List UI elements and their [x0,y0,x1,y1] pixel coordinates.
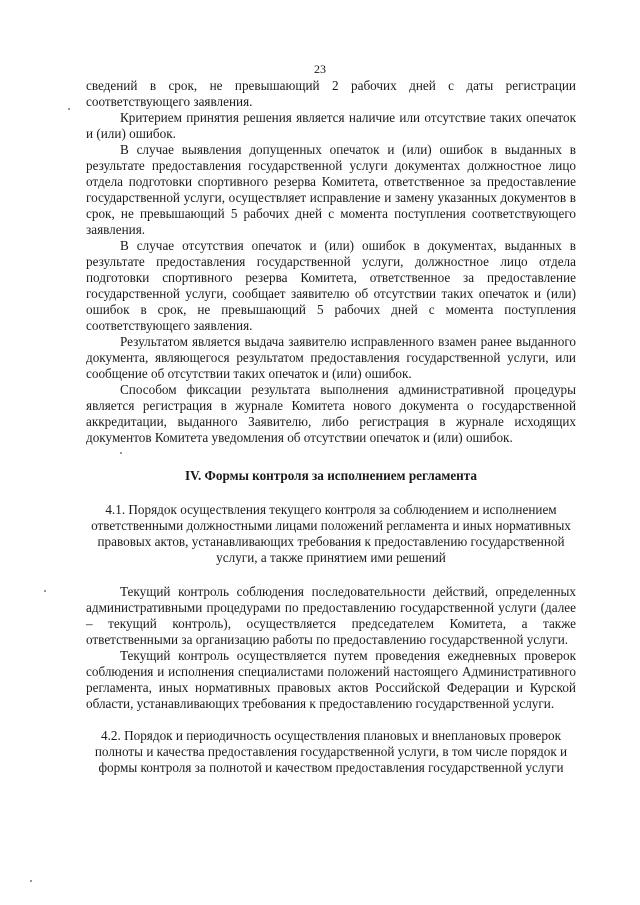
scan-speck [44,590,46,592]
paragraph: Результатом является выдача заявителю исправленного взамен ранее выданного документа, являющегося результатом предоставления государственной услуги, или сообщение об отсутствии таких опечаток и (или) ошибок. [86,334,576,381]
paragraph: В случае выявления допущенных опечаток и (или) ошибок в выданных в результате предоставления государственной услуги документах должностное лицо отдела подготовки спортивного резерва Комитета, ответственное за предоставление государственной услуги, осуществляет исправление и замену указанных документов в срок, не превышающий 5 рабочих дней с момента поступления соответствующего заявления. [86,142,576,237]
scan-speck [30,880,32,882]
section-title: IV. Формы контроля за исполнением регламента [184,468,478,483]
paragraph: сведений в срок, не превышающий 2 рабочих дней с даты регистрации соответствующего заявления. [86,78,576,109]
paragraph: Текущий контроль осуществляется путем проведения ежедневных проверок соблюдения и исполнения специалистами положений настоящего Административного регламента, иных нормативных правовых актов Российской Федерации и Курской области, устанавливающих требования к предоставлению государственной услуги. [86,648,576,711]
scan-speck [68,108,70,110]
subsection-heading-4-2: 4.2. Порядок и периодичность осуществления плановых и внеплановых проверок полноты и качества предоставления государственной услуги, в том числе порядок и формы контроля за полнотой и качеством предоставления государственной услуги [94,728,568,775]
paragraph: Текущий контроль соблюдения последовательности действий, определенных административными процедурами по предоставлению государственной услуги (далее – текущий контроль), осуществляется председателем Комитета, а также ответственными за организацию работы по предоставлению государственной услуги. [86,584,576,647]
subsection-heading-4-1: 4.1. Порядок осуществления текущего контроля за соблюдением и исполнением ответственными должностными лицами положений регламента и иных нормативных правовых актов, устанавливающих требования к предоставлению государственной услуги, а также принятием ими решений [91,502,571,565]
scan-speck [120,452,122,454]
paragraph: Критерием принятия решения является наличие или отсутствие таких опечаток и (или) ошибок. [86,110,576,141]
document-body [86,78,576,794]
paragraph: В случае отсутствия опечаток и (или) ошибок в документах, выданных в результате предоставления государственной услуги, должностное лицо отдела подготовки спортивного резерва Комитета, ответственное за предоставление государственной услуги, сообщает заявителю об отсутствии таких опечаток и (или) ошибок в срок, не превышающий 5 рабочих дней с момента поступления соответствующего заявления. [86,238,576,333]
page-number: 23 [314,62,326,76]
paragraph: Способом фиксации результата выполнения административной процедуры является регистрация в журнале Комитета нового документа о государственной аккредитации, выданного Заявителю, либо регистрация в журнале исходящих документов Комитета уведомления об отсутствии опечаток и (или) ошибок. [86,382,576,445]
